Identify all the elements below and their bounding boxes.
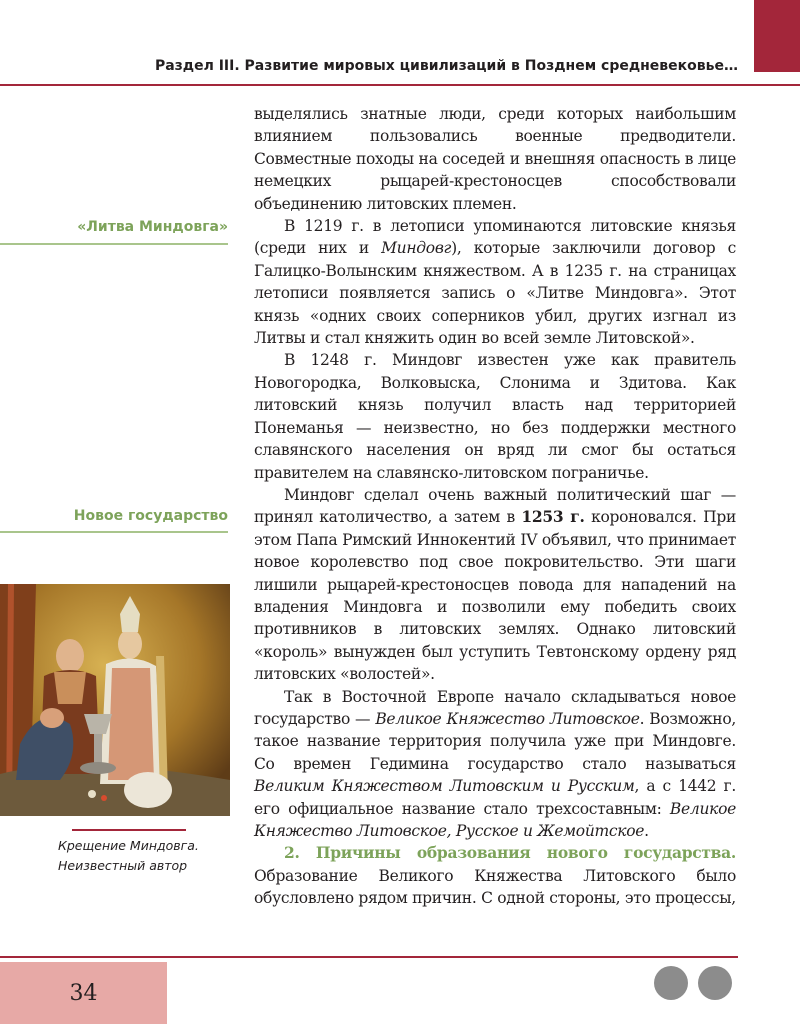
caption-line-2: Неизвестный автор — [58, 858, 188, 873]
p5-text-e: , а с 1442 г. его официальное название стало трехсоставным: — [254, 777, 736, 818]
margin-rule — [0, 531, 228, 533]
subheading-reasons: 2. Причины образования нового государства. — [284, 843, 736, 863]
p5-text-a: Так в Восточной Европе начало складываться новое государство — — [254, 687, 736, 728]
p4-text-a: Миндовг сделал очень важный политический шаг — принял католичество, а затем в — [254, 485, 736, 527]
page-number-box — [0, 962, 167, 1024]
running-header: Раздел III. Развитие мировых цивилизаций в Позднем средневековье… — [154, 58, 738, 74]
p5-text-c: . Возможно, такое название территория получила уже при Миндовге. Со времен Гедимина государство стало называться — [254, 709, 736, 773]
painting-illustration — [0, 584, 230, 816]
p6-text: Образование Великого Княжества Литовского было обусловлено рядом причин. С одной стороны, это процессы, — [254, 866, 736, 908]
p5-text-g: . — [644, 822, 649, 840]
corner-tab — [754, 0, 800, 72]
margin-note-new-state: Новое государство — [73, 508, 228, 524]
paragraph-1: выделялись знатные люди, среди которых наибольшим влиянием пользовались военные предводители. Совместные походы на соседей и внешняя опасность в лице немецких рыцарей-крестоносцев способствовали объединению литовских племен. — [254, 105, 736, 213]
p2-italic-mindovg: Миндовг — [381, 239, 452, 258]
p4-bold-date: 1253 г. — [521, 507, 585, 527]
page-number: 34 — [69, 980, 98, 1006]
paragraph-4 — [254, 484, 736, 686]
baptism-painting — [0, 584, 230, 816]
margin-rule — [0, 243, 228, 245]
p4-text-c: короновался. При этом Папа Римский Иннокентий IV объявил, что принимает новое королевство под свое покровительство. Эти шаги лишили рыцарей-крестоносцев повода для нападений на владения Миндовга и позволили ему победить своих противников в литовских землях. Однако литовский «король» вынужден был уступить Тевтонскому ордену ряд литовских «волостей». — [254, 508, 736, 684]
footer-rule — [0, 956, 738, 958]
p2-text-c: ), которые заключили договор с Галицко-Волынским княжеством. А в 1235 г. на страницах летописи появляется запись о «Литве Миндовга». Этот князь «одних своих соперников убил, других изгнал из Литвы и стал княжить один во всей земле Литовской». — [254, 239, 736, 348]
caption-rule — [72, 829, 186, 831]
p5-italic-vkl: Великое Княжество Литовское — [375, 709, 640, 728]
decorative-dot-right — [698, 966, 732, 1000]
caption-line-1: Крещение Миндовга. — [58, 838, 199, 853]
header-rule — [0, 84, 800, 86]
paragraph-5 — [254, 686, 736, 843]
margin-note-litva-mindovga: «Литва Миндовга» — [77, 219, 228, 235]
paragraph-2 — [254, 215, 736, 349]
decorative-dot-left — [654, 966, 688, 1000]
p5-italic-vkl-russkoe: Великим Княжеством Литовским и Русским — [254, 777, 635, 796]
main-text — [254, 103, 736, 910]
paragraph-3: В 1248 г. Миндовг известен уже как правитель Новогородка, Волковыска, Слонима и Здитова. Как литовский князь получил власть над территорией Понеманья — неизвестно, но без поддержки местного славянского населения он вряд ли смог бы остаться правителем на славянско-литовском пограничье. — [254, 351, 736, 482]
figure-caption — [58, 836, 228, 876]
paragraph-6 — [254, 842, 736, 909]
p5-italic-vkl-zhemoitskoe: Великое Княжество Литовское, Русское и Жемойтское — [254, 799, 736, 840]
p2-text-a: В 1219 г. в летописи упоминаются литовские князья (среди них и — [254, 217, 736, 258]
